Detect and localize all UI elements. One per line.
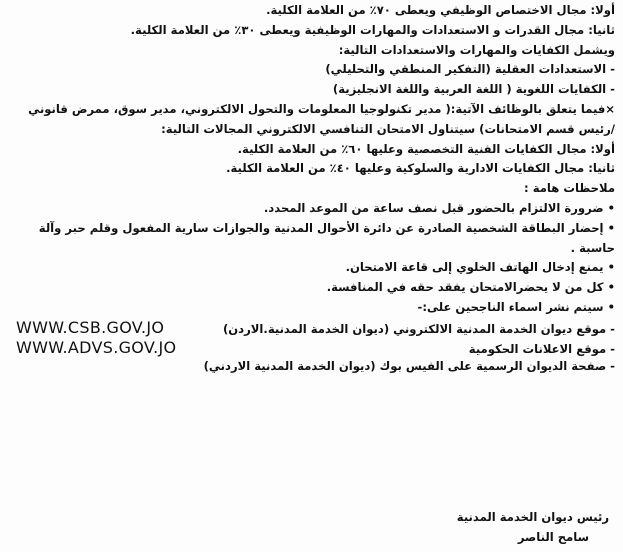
technical-competencies-line: أولا: مجال الكفايات الفنية التخصصية وعليها ٦٠٪ من العلامة الكلية.	[237, 141, 615, 156]
criteria-second-line: ثانيا: مجال القدرات و الاستعدادات والمهارات الوظيفية ويعطى ٣٠٪ من العلامة الكلية.	[130, 22, 615, 37]
note-id-card: • إحضار البطاقة الشخصية الصادرة عن دائرة الأحوال المدنية والجوازات سارية المفعول وقلم حبر وآلة	[10, 219, 615, 239]
specific-jobs-line: ×فيما يتعلق بالوظائف الآتية:( مدير تكنولوجيا المعلومات والتحول الالكتروني، مدير سوق، ممرض قانوني	[28, 101, 615, 116]
competencies-intro: ويشمل الكفايات والمهارات والاستعدادات التالية:	[338, 42, 615, 57]
note-results-publication: • سيتم نشر اسماء الناجحين على:-	[10, 298, 615, 318]
specific-jobs-continuation: /رئيس قسم الامتحانات) سيتناول الامتحان التنافسي الالكتروني المجالات التالية:	[161, 121, 615, 136]
csb-website-label: - موقع ديوان الخدمة المدنية الالكتروني (ديوان الخدمة المدنية.الاردن)	[222, 321, 615, 336]
csb-website-link[interactable]: WWW.CSB.GOV.JO	[16, 317, 165, 337]
language-competencies-item: - الكفايات اللغوية ( اللغة العربية واللغة الانجليزية)	[332, 82, 615, 97]
note-mobile-phone: • يمنع إدخال الهاتف الخلوي إلى قاعة الامتحان.	[10, 258, 615, 278]
signature-name: سامح الناصر	[517, 530, 589, 544]
signature-title: رئيس ديوان الخدمة المدنية	[456, 510, 609, 524]
note-id-card-continuation: حاسبة .	[570, 240, 615, 255]
advs-website-row	[10, 338, 615, 358]
csb-website-row	[10, 318, 615, 338]
facebook-page-line: - صفحة الديوان الرسمية على الفيس بوك (ديوان الخدمة المدنية الاردني)	[203, 359, 615, 374]
notes-heading: ملاحظات هامة :	[524, 181, 615, 196]
note-absence: • كل من لا يحضرالامتحان يفقد حقه في المنافسة.	[10, 278, 615, 298]
criteria-first-line: أولا: مجال الاختصاص الوظيفي ويعطى ٧٠٪ من العلامة الكلية.	[266, 3, 615, 17]
mental-aptitudes-item: - الاستعدادات العقلية (التفكير المنطقي والتحليلي)	[325, 62, 615, 77]
advs-website-label: - موقع الاعلانات الحكومية	[468, 341, 615, 356]
advs-website-link[interactable]: WWW.ADVS.GOV.JO	[16, 337, 177, 357]
note-attendance: • ضرورة الالتزام بالحضور قبل نصف ساعة من الموعد المحدد.	[10, 199, 615, 219]
administrative-competencies-line: ثانيا: مجال الكفايات الادارية والسلوكية وعليها ٤٠٪ من العلامة الكلية.	[226, 161, 615, 176]
